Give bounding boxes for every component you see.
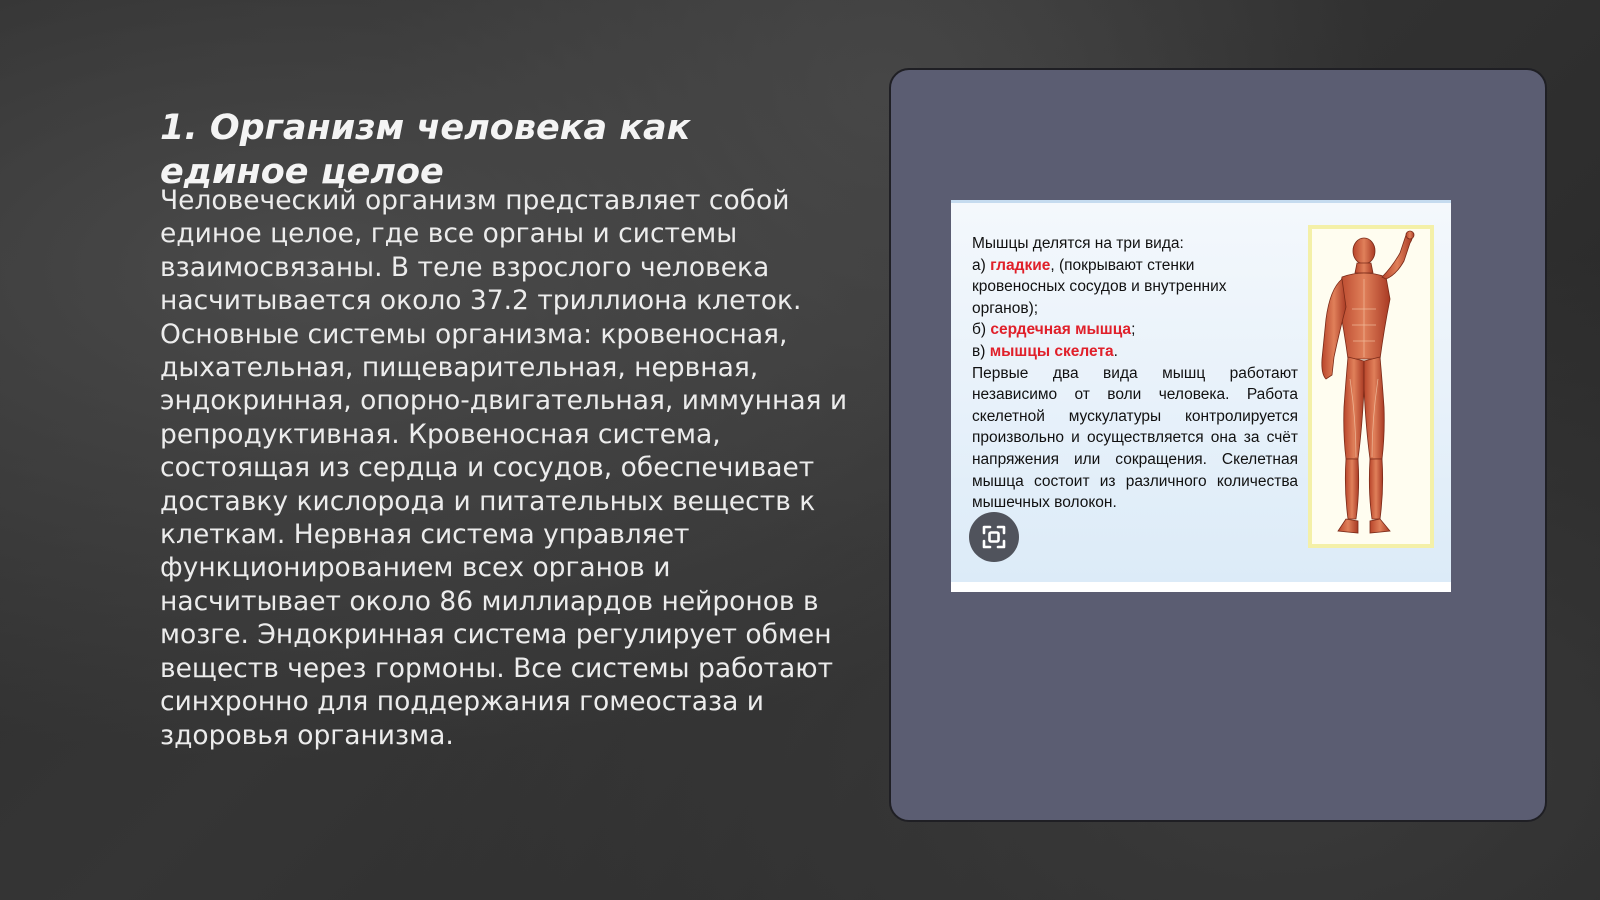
embedded-image[interactable] xyxy=(951,200,1451,592)
term-cardiac: сердечная мышца xyxy=(990,321,1132,339)
expand-image-button[interactable] xyxy=(969,512,1019,562)
card-item-a-line3: органов); xyxy=(972,299,1039,317)
card-item-a: а) гладкие, (покрывают стенки xyxy=(972,256,1195,274)
card-item-c: в) мышцы скелета. xyxy=(972,342,1118,360)
slide-body-text: Человеческий организм представляет собой единое целое, где все органы и системы взаимосвязаны. В теле взрослого человека насчитывается около 37.2 триллиона клеток. Основные системы организма: кровеносная, дыхательная, пищеварительная, нервная, эндокринная, опорно-двигательная, иммунная и репродуктивная. Кровеносная система, состоящая из сердца и сосудов, обеспечивает доставку кислорода и питательных веществ к клеткам. Нервная система управляет функционированием всех органов и насчитывает около 86 миллиардов нейронов в мозге. Эндокринная система регулирует обмен веществ через гормоны. Все системы работают синхронно для поддержания гомеостаза и здоровья организма. xyxy=(160,185,848,751)
expand-image-icon xyxy=(979,522,1009,552)
human-muscle-anatomy-figure xyxy=(1308,225,1434,548)
card-item-a-line2: кровеносных сосудов и внутренних xyxy=(972,278,1227,296)
term-smooth: гладкие xyxy=(990,256,1051,274)
slide-title: 1. Организм человека как единое целое xyxy=(160,108,691,192)
card-paragraph: Первые два вида мышц работают независимо от воли человека. Работа скелетной мускулатуры контролируется произвольно и осуществляется она за счёт напряжения или сокращения. Скелетная мышца состоит из различного количества мышечных волокон. xyxy=(972,364,1298,512)
card-item-b: б) сердечная мышца; xyxy=(972,321,1136,339)
term-skeletal: мышцы скелета xyxy=(989,342,1114,360)
anatomy-illustration-icon xyxy=(1312,229,1430,544)
card-intro: Мышцы делятся на три вида: xyxy=(972,235,1184,252)
muscle-types-text xyxy=(972,233,1298,514)
